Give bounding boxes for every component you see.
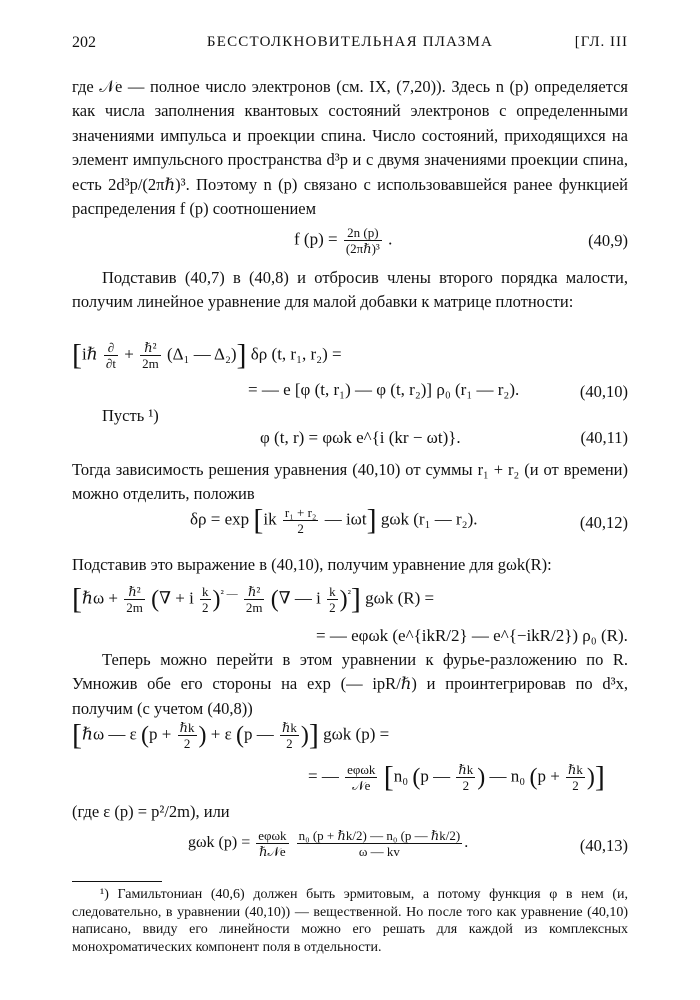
- k-den: 2: [202, 600, 209, 615]
- eq-p-plus: p +: [149, 724, 172, 744]
- eq-p-hk-2: [280, 720, 299, 751]
- eq-R-k-half-1: [200, 584, 211, 615]
- equation-40-12: δρ = exp [ik $\frac{\text{r₁ + r₂}}{2}$ — iωt] gωk (r₁ — r₂). (40,12): [190, 503, 628, 537]
- page-number: 202: [72, 34, 96, 51]
- eq-R-line-2: = — eφωk (e^{ikR/2} — e^{−ikR/2}) ρ₀ (R).: [316, 626, 628, 645]
- footnote-rule: [72, 881, 162, 882]
- eq-40-9-numerator: 2n (p): [344, 225, 382, 241]
- hbar-den: 2m: [245, 600, 263, 615]
- eq-40-10-hbar-frac: [140, 340, 161, 371]
- partial-den: ∂t: [105, 356, 116, 371]
- k-num: k: [329, 584, 336, 599]
- eq-40-13-coef: [256, 828, 288, 859]
- eq-40-12-g: gωk (r₁ — r₂).: [380, 509, 478, 529]
- eq-40-10-line-2: = — e [φ (t, r₁) — φ (t, r₂)] ρ₀ (r₁ — r₂).: [248, 380, 520, 399]
- eq-40-9-lhs: f (p) =: [294, 229, 338, 249]
- hbar-num: ℏ²: [124, 584, 145, 600]
- paragraph-1: где 𝒩e — полное число электронов (см. IX, (7,20)). Здесь n (p) определяется как числа заполнения квантовых состояний электронов с определенными значениями импульса и проекции спина. Число состояний, приходящихся на элемент импульсного пространства d³p и с двумя значениями проекции спина, есть 2d³p/(2πℏ)³. Поэтому n (p) связано с использовавшейся ранее функцией распределения f (p) соотношением: [72, 77, 628, 219]
- eq-40-9-fraction: [344, 225, 382, 256]
- eq-40-12-ik: ik: [263, 509, 277, 529]
- eq-40-12-frac: [283, 505, 319, 536]
- hbar-den: 2m: [126, 600, 143, 615]
- paragraph-2: Подставив (40,7) в (40,8) и отбросив члены второго порядка малости, получим линейное уравнение для малой добавки к матрице плотности:: [72, 268, 628, 312]
- pust-line: Пусть ¹): [102, 406, 159, 425]
- hk-num: ℏk: [281, 720, 297, 735]
- equation-40-13: [72, 828, 628, 868]
- hbar-den: 2m: [142, 356, 159, 371]
- eq-p-minus: p —: [243, 724, 274, 744]
- eq-40-9-tail: .: [388, 229, 393, 249]
- paragraph-6: (где ε (p) = p²/2m), или: [72, 802, 230, 821]
- paragraph-5: Теперь можно перейти в этом уравнении к фурье-разложению по R. Умножив обе его стороны на exp (— ipR/ℏ) и проинтегрировав по d³x, получим (с учетом (40,8)): [72, 650, 628, 718]
- eq-40-11-body: φ (t, r) = φωk e^{i (kr − ωt)}.: [260, 428, 461, 447]
- hk-den: 2: [286, 736, 293, 751]
- eq-40-10-line-1: [iℏ $\frac{\partial}{\partial t}$ + $\frac{\text{ℏ²}}{2m}$ (Δ₁ — Δ₂)] δρ (t, r₁, r₂) =: [72, 338, 342, 372]
- eq-40-12-den: 2: [297, 521, 304, 536]
- eq-p-g: gωk (p) =: [323, 724, 390, 744]
- hbar-num: ℏ²: [244, 584, 265, 600]
- eq-R-nabla-plus: ∇ + i: [159, 588, 194, 608]
- eq-40-12-exp: δρ = exp: [190, 509, 250, 529]
- coef-den: 𝒩e: [352, 778, 371, 793]
- eq-p-hk-1: [178, 720, 197, 751]
- hk-num: ℏk: [568, 762, 583, 777]
- eq-40-13-main: [297, 828, 463, 859]
- eq-p-n0: n₀: [393, 766, 409, 786]
- equation-number: (40,9): [588, 231, 628, 250]
- eq-R-square: ²: [347, 587, 351, 600]
- paragraph-4: Подставив это выражение в (40,10), получим уравнение для gωk(R):: [72, 555, 552, 574]
- coef-num: eφωk: [258, 828, 287, 843]
- hk-den: 2: [572, 778, 579, 793]
- eq-p-line-1: [ℏω — ε (p + $\frac{\text{ℏk}}{2}$ ) + ε (p — $\frac{\text{ℏk}}{2}$ )] gωk (p) =: [72, 718, 390, 752]
- eq-40-10-drho: δρ (t, r₁, r₂) =: [250, 344, 342, 364]
- eq-p-hk-3: [456, 762, 475, 793]
- eq-40-12-num: r₁ + r₂: [284, 505, 317, 520]
- k-den: 2: [329, 600, 336, 615]
- eq-p-hw: ℏω — ε: [82, 724, 137, 744]
- eq-R-hw: ℏω +: [82, 588, 118, 608]
- main-num: n₀ (p + ℏk/2) — n₀ (p — ℏk/2): [298, 828, 461, 843]
- coef-num: eφωk: [347, 762, 376, 777]
- equation-p: [72, 718, 628, 804]
- hbar-num: ℏ²: [140, 340, 161, 356]
- paragraph-3: Тогда зависимость решения уравнения (40,10) от суммы r₁ + r₂ (и от времени) можно отделить, положив: [72, 460, 628, 504]
- eq-R-line-1: [ℏω + $\frac{\text{ℏ²}}{2m}$ (∇ + i $\frac{k}{2}$ )$^{^2 —}$ $\frac{\text{ℏ²}}{2m}$ (∇ — i $\frac{k}{2}$ )$^{^2}$] gωk (R) =: [72, 582, 435, 616]
- eq-40-13-lhs: gωk (p) =: [188, 834, 251, 852]
- equation-40-9: [72, 225, 628, 265]
- hk-den: 2: [183, 736, 191, 751]
- eq-40-9-denominator: (2πℏ)³: [345, 241, 380, 256]
- eq-R-hbar-1: [124, 584, 145, 615]
- eq-40-10-partial: [104, 340, 118, 371]
- eq-p-pp: p +: [537, 766, 560, 786]
- equation-number: (40,10): [579, 382, 628, 401]
- eq-p-line-2: = — $\frac{\text{eφωk}}{\text{𝒩e}}$ [n₀ (p — $\frac{\text{ℏk}}{2}$ ) — n₀ (p + $\frac{\text{ℏk}}{2}$ )]: [308, 760, 605, 794]
- eq-p-hk-4: [566, 762, 585, 793]
- equation-number: (40,12): [579, 513, 628, 532]
- eq-40-10-laplace: (Δ₁ — Δ₂): [166, 344, 237, 364]
- eq-p-eps: + ε: [210, 724, 232, 744]
- running-header: [72, 34, 628, 58]
- eq-p-coef: [345, 762, 377, 793]
- eq-R-nabla-minus: ∇ — i: [278, 588, 321, 608]
- eq-p-pm: p —: [420, 766, 451, 786]
- main-den: ω — kv: [358, 844, 400, 859]
- eq-40-12-omega: — iωt: [324, 509, 367, 529]
- partial-num: ∂: [104, 340, 118, 356]
- eq-R-k-half-2: [327, 584, 338, 615]
- hk-den: 2: [462, 778, 470, 793]
- hk-num: ℏk: [458, 762, 474, 777]
- eq-40-10-plus: +: [124, 344, 134, 364]
- equation-number: (40,11): [580, 428, 628, 447]
- chapter-label: [ГЛ. III: [574, 34, 628, 50]
- eq-R-square-minus: ² —: [220, 587, 238, 600]
- eq-p-eq: = —: [308, 766, 339, 786]
- equation-number: (40,13): [579, 836, 628, 855]
- footnote: ¹) Гамильтониан (40,6) должен быть эрмитовым, а потому функция φ в нем (и, следовательно, в уравнении (40,10)) — вещественной. Но после того как уравнение (40,10) написано, ввиду его линейности можно его решать для каждой из комплексных монохроматических компонент поля в отдельности.: [72, 887, 628, 955]
- eq-p-minus-n0: — n₀: [489, 766, 526, 786]
- coef-den: ℏ𝒩e: [259, 844, 286, 859]
- eq-40-10-ih: iℏ: [82, 344, 98, 364]
- k-num: k: [202, 584, 209, 599]
- running-title: БЕССТОЛКНОВИТЕЛЬНАЯ ПЛАЗМА: [206, 34, 494, 50]
- eq-R-g: gωk (R) =: [365, 588, 435, 608]
- eq-R-hbar-2: [244, 584, 265, 615]
- eq-40-13-tail: .: [464, 834, 469, 852]
- hk-num: ℏk: [179, 720, 195, 735]
